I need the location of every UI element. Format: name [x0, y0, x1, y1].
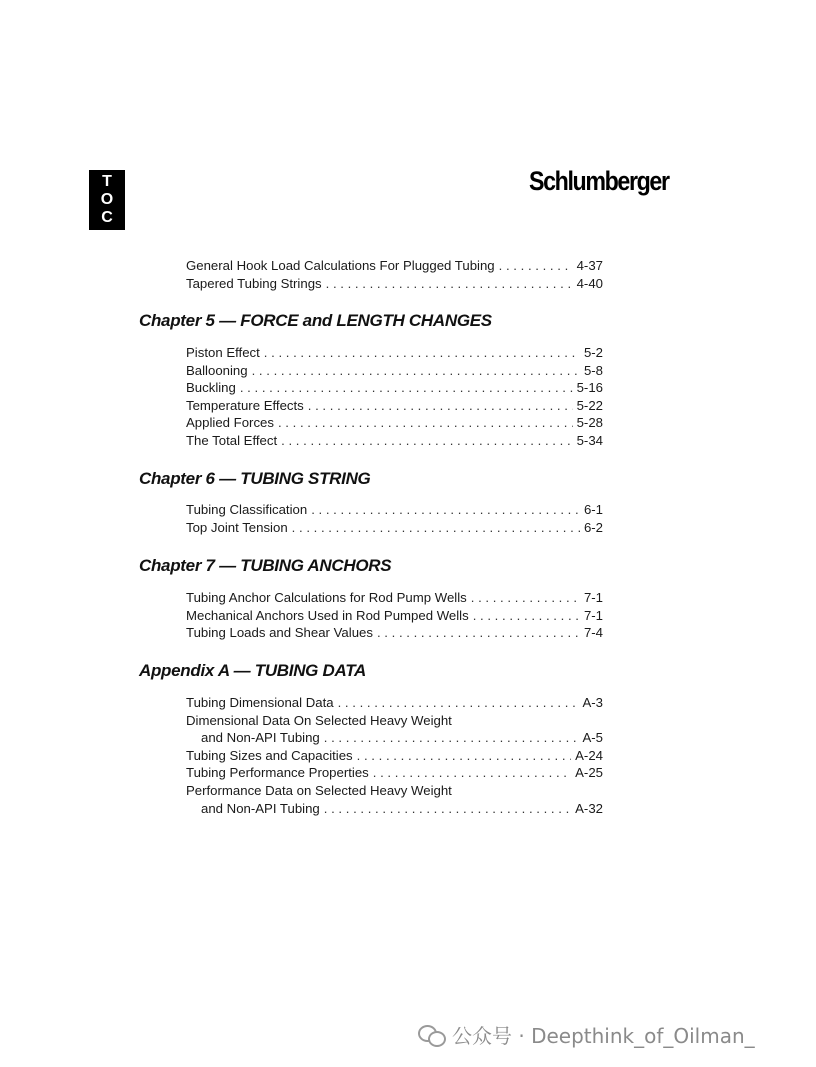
toc-entry-label: Temperature Effects: [186, 397, 304, 413]
toc-entry-page: A-25: [575, 765, 603, 781]
toc-entry-page: 5-28: [576, 415, 603, 431]
toc-entry-label: The Total Effect: [186, 432, 278, 448]
toc-group-ch6: [186, 502, 603, 537]
watermark-text: 公众号 · Deepthink_of_Oilman_: [452, 1024, 755, 1048]
toc-entry[interactable]: [186, 502, 603, 520]
toc-entry[interactable]: [186, 380, 603, 398]
toc-entry-label: Top Joint Tension: [186, 519, 288, 535]
toc-tab[interactable]: [89, 170, 125, 230]
toc-entry-label: and Non-API Tubing: [201, 800, 320, 816]
toc-entry[interactable]: [186, 590, 603, 608]
toc-entry[interactable]: [186, 398, 603, 416]
toc-entry[interactable]: [186, 730, 603, 748]
toc-entry[interactable]: [186, 433, 603, 451]
chapter-5-heading[interactable]: Chapter 5 — FORCE and LENGTH CHANGES: [139, 311, 492, 330]
toc-leader-dots: [357, 748, 571, 763]
toc-entry-page: A-24: [575, 747, 603, 763]
toc-group-ch5: [186, 345, 603, 451]
toc-entry[interactable]: [186, 345, 603, 363]
toc-leader-dots: [281, 433, 572, 448]
toc-entry-label: Ballooning: [186, 362, 248, 378]
toc-group-ch4-continued: [186, 258, 603, 293]
toc-entry-heading-line[interactable]: [186, 713, 603, 731]
toc-tab-letter-o: O: [100, 191, 114, 208]
toc-entry-page: 5-34: [576, 432, 603, 448]
toc-entry[interactable]: [186, 520, 603, 538]
toc-entry-label: Piston Effect: [186, 345, 260, 360]
toc-entry-page: A-32: [575, 800, 603, 816]
toc-entry-label: Tapered Tubing Strings: [186, 275, 322, 291]
toc-leader-dots: [499, 258, 573, 273]
toc-entry-page: 4-37: [576, 258, 603, 273]
toc-leader-dots: [252, 363, 580, 378]
toc-entry-label: Performance Data on Selected Heavy Weight: [186, 782, 452, 798]
wechat-icon: [418, 1023, 446, 1047]
toc-entry-label: Mechanical Anchors Used in Rod Pumped Wells: [186, 607, 469, 623]
toc-group-appendix-a: [186, 695, 603, 818]
toc-entry-heading-line[interactable]: [186, 783, 603, 801]
toc-leader-dots: [338, 695, 579, 710]
appendix-a-heading[interactable]: Appendix A — TUBING DATA: [139, 661, 367, 680]
toc-leader-dots: [471, 590, 580, 605]
toc-leader-dots: [311, 502, 580, 517]
toc-entry-label: Tubing Performance Properties: [186, 765, 369, 781]
toc-entry[interactable]: [186, 748, 603, 766]
toc-entry-page: 5-16: [576, 380, 603, 396]
toc-entry-page: 4-40: [576, 275, 603, 291]
toc-entry-label: Dimensional Data On Selected Heavy Weight: [186, 712, 452, 728]
schlumberger-logo: Schlumberger: [529, 166, 669, 196]
toc-entry-label: Tubing Loads and Shear Values: [186, 625, 373, 641]
toc-entry[interactable]: [186, 276, 603, 294]
toc-entry-label: and Non-API Tubing: [201, 730, 320, 746]
toc-leader-dots: [324, 730, 579, 745]
chapter-6-heading[interactable]: Chapter 6 — TUBING STRING: [139, 469, 371, 488]
chapter-7-heading[interactable]: Chapter 7 — TUBING ANCHORS: [139, 556, 392, 575]
toc-tab-letter-t: T: [102, 173, 112, 190]
toc-entry-page: A-5: [582, 730, 603, 746]
toc-leader-dots: [308, 398, 573, 413]
toc-tab-letter-c: C: [101, 209, 113, 226]
toc-entry-label: Tubing Classification: [186, 502, 308, 517]
toc-entry[interactable]: [186, 625, 603, 643]
toc-entry-label: Buckling: [186, 380, 236, 396]
toc-leader-dots: [324, 801, 571, 816]
toc-entry-page: 7-4: [583, 625, 603, 641]
toc-entry-page: 7-1: [583, 607, 603, 623]
toc-leader-dots: [264, 345, 580, 360]
toc-entry[interactable]: [186, 801, 603, 819]
toc-entry-label: Tubing Anchor Calculations for Rod Pump Wells: [186, 590, 467, 605]
toc-entry-page: 7-1: [583, 590, 603, 605]
toc-entry[interactable]: [186, 363, 603, 381]
toc-entry-page: 5-22: [576, 397, 603, 413]
toc-group-ch7: [186, 590, 603, 643]
toc-entry[interactable]: [186, 695, 603, 713]
watermark: [418, 1020, 755, 1049]
toc-leader-dots: [326, 276, 573, 291]
toc-entry[interactable]: [186, 765, 603, 783]
toc-entry[interactable]: [186, 258, 603, 276]
toc-entry-label: Tubing Dimensional Data: [186, 695, 334, 710]
toc-leader-dots: [473, 608, 580, 623]
toc-entry[interactable]: [186, 608, 603, 626]
toc-leader-dots: [292, 520, 580, 535]
toc-entry-label: General Hook Load Calculations For Plugged Tubing: [186, 258, 495, 273]
toc-entry[interactable]: [186, 415, 603, 433]
toc-leader-dots: [278, 415, 573, 430]
toc-entry-label: Applied Forces: [186, 415, 274, 431]
toc-entry-page: 5-2: [583, 345, 603, 360]
toc-entry-page: 6-1: [583, 502, 603, 517]
toc-leader-dots: [240, 380, 573, 395]
toc-leader-dots: [377, 625, 580, 640]
toc-entry-label: Tubing Sizes and Capacities: [186, 747, 353, 763]
toc-entry-page: 6-2: [583, 519, 603, 535]
toc-entry-page: 5-8: [583, 362, 603, 378]
toc-leader-dots: [373, 765, 571, 780]
toc-entry-page: A-3: [582, 695, 603, 710]
